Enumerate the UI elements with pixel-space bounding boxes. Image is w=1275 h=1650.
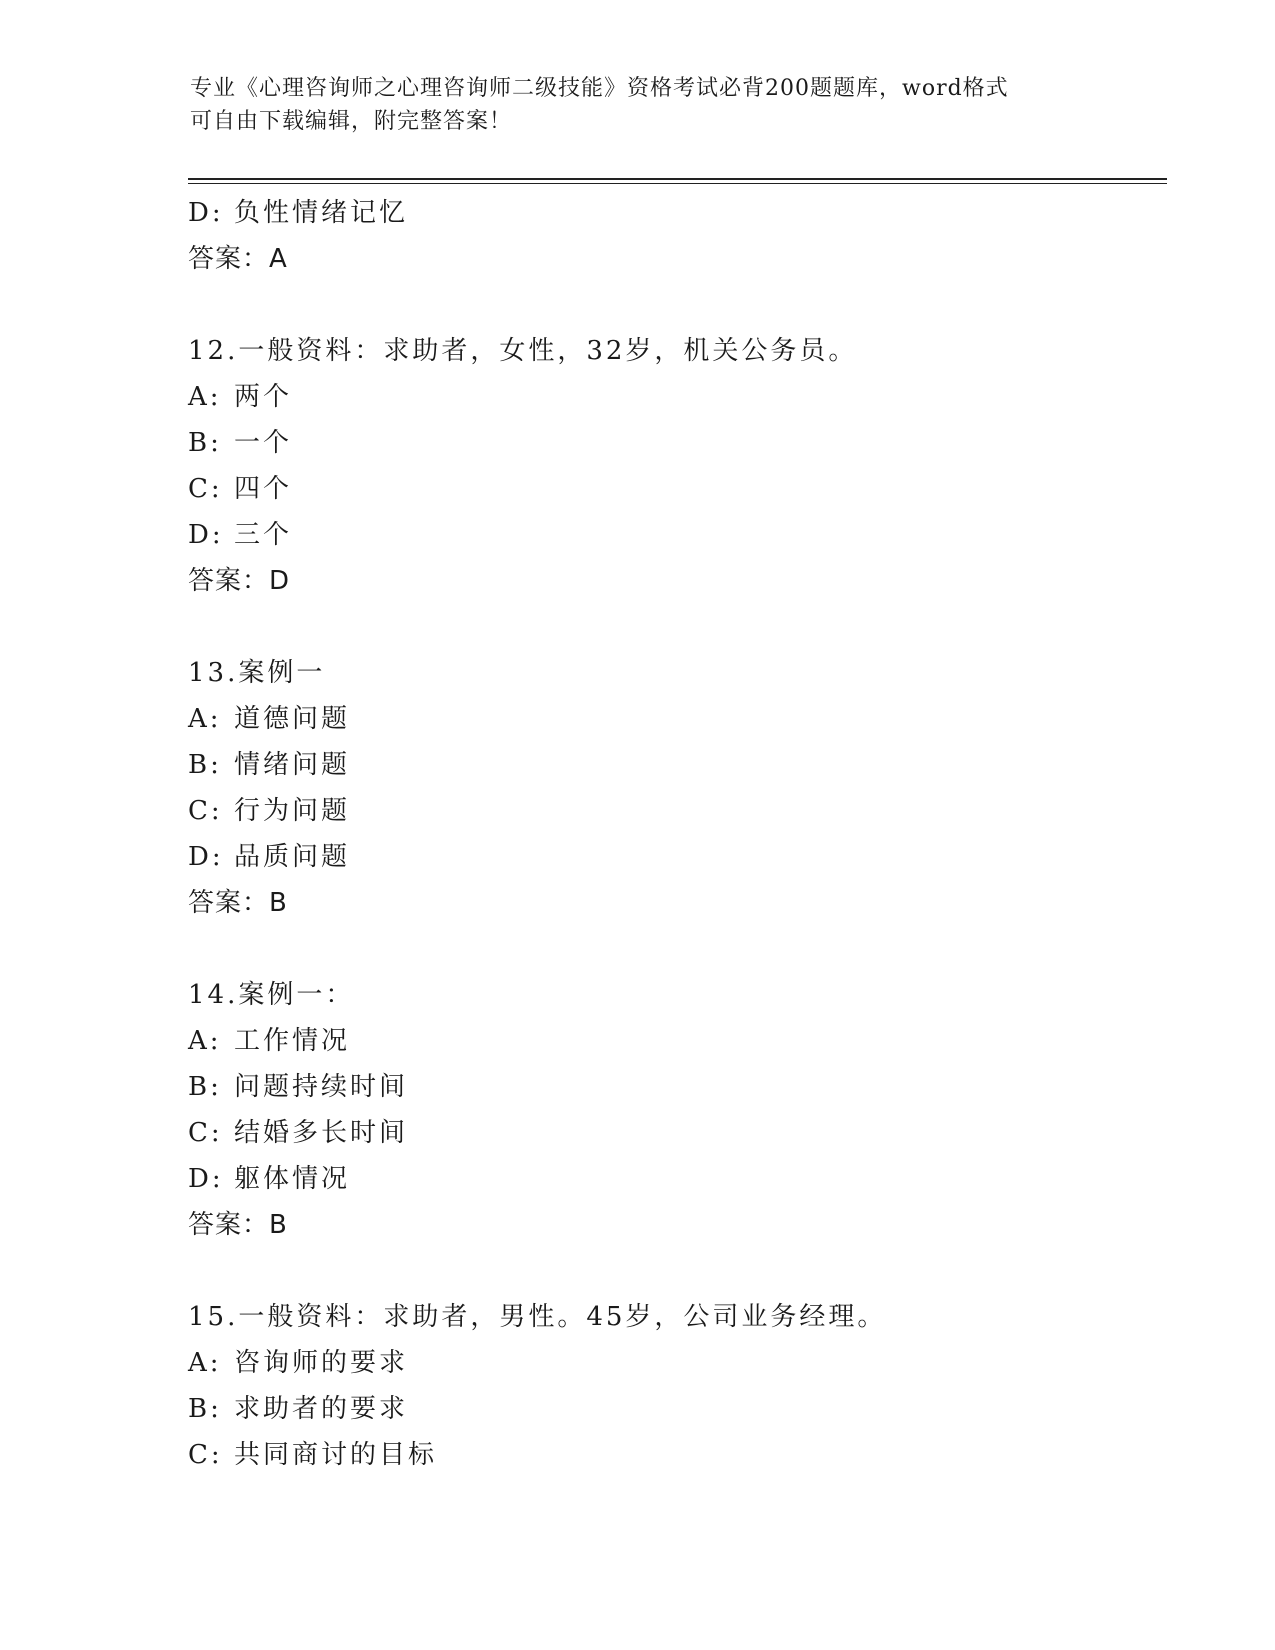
option-text: 工作情况 [234,1026,351,1056]
option-b [188,420,1168,466]
option-text: 结婚多长时间 [234,1118,409,1148]
option-text: 品质问题 [234,842,351,872]
option-d [188,190,1168,236]
header-divider-thick [188,178,1167,180]
option-text: 躯体情况 [234,1164,351,1194]
option-b [188,1386,1168,1432]
answer-line: 答案：B [188,888,288,918]
document-header [190,72,1070,138]
answer-line: 答案：A [188,244,288,274]
option-c [188,466,1168,512]
option-c [188,788,1168,834]
option-text: 三个 [234,520,293,550]
option-b [188,1064,1168,1110]
option-b [188,742,1168,788]
option-letter: A: [188,704,222,734]
option-letter: B: [188,1072,222,1102]
question-stem: 15.一般资料：求助者，男性。45岁，公司业务经理。 [188,1302,887,1332]
header-divider-thin [188,183,1167,184]
option-text: 两个 [234,382,293,412]
option-d [188,834,1168,880]
spacer [188,604,1168,650]
option-letter: D: [188,198,224,228]
spacer [188,926,1168,972]
option-letter: B: [188,750,222,780]
question-stem: 12.一般资料：求助者，女性，32岁，机关公务员。 [188,336,858,366]
option-a [188,1340,1168,1386]
option-text: 四个 [234,474,293,504]
option-a [188,696,1168,742]
option-a [188,1018,1168,1064]
option-letter: A: [188,1348,222,1378]
option-text: 咨询师的要求 [234,1348,409,1378]
option-text: 求助者的要求 [234,1394,409,1424]
answer-line: 答案：D [188,566,291,596]
option-letter: C: [188,474,223,504]
option-text: 一个 [234,428,293,458]
option-letter: C: [188,1118,223,1148]
header-line-2: 可自由下载编辑，附完整答案！ [190,109,513,134]
header-line-1: 专业《心理咨询师之心理咨询师二级技能》资格考试必背200题题库，word格式 [190,76,1009,101]
spacer [188,1248,1168,1294]
option-d [188,512,1168,558]
option-text: 问题持续时间 [234,1072,409,1102]
answer-line: 答案：B [188,1210,288,1240]
option-c [188,1110,1168,1156]
option-text: 负性情绪记忆 [234,198,409,228]
option-letter: A: [188,382,222,412]
option-letter: B: [188,1394,222,1424]
option-letter: A: [188,1026,222,1056]
option-letter: B: [188,428,222,458]
option-d [188,1156,1168,1202]
option-letter: D: [188,842,224,872]
option-letter: D: [188,1164,224,1194]
option-letter: D: [188,520,224,550]
option-c [188,1432,1168,1478]
spacer [188,282,1168,328]
question-stem: 14.案例一： [188,980,355,1010]
option-letter: C: [188,1440,223,1470]
option-letter: C: [188,796,223,826]
option-text: 共同商讨的目标 [234,1440,438,1470]
option-text: 行为问题 [234,796,351,826]
option-text: 情绪问题 [234,750,351,780]
option-text: 道德问题 [234,704,351,734]
question-stem: 13.案例一 [188,658,326,688]
question-list [188,190,1168,1478]
option-a [188,374,1168,420]
